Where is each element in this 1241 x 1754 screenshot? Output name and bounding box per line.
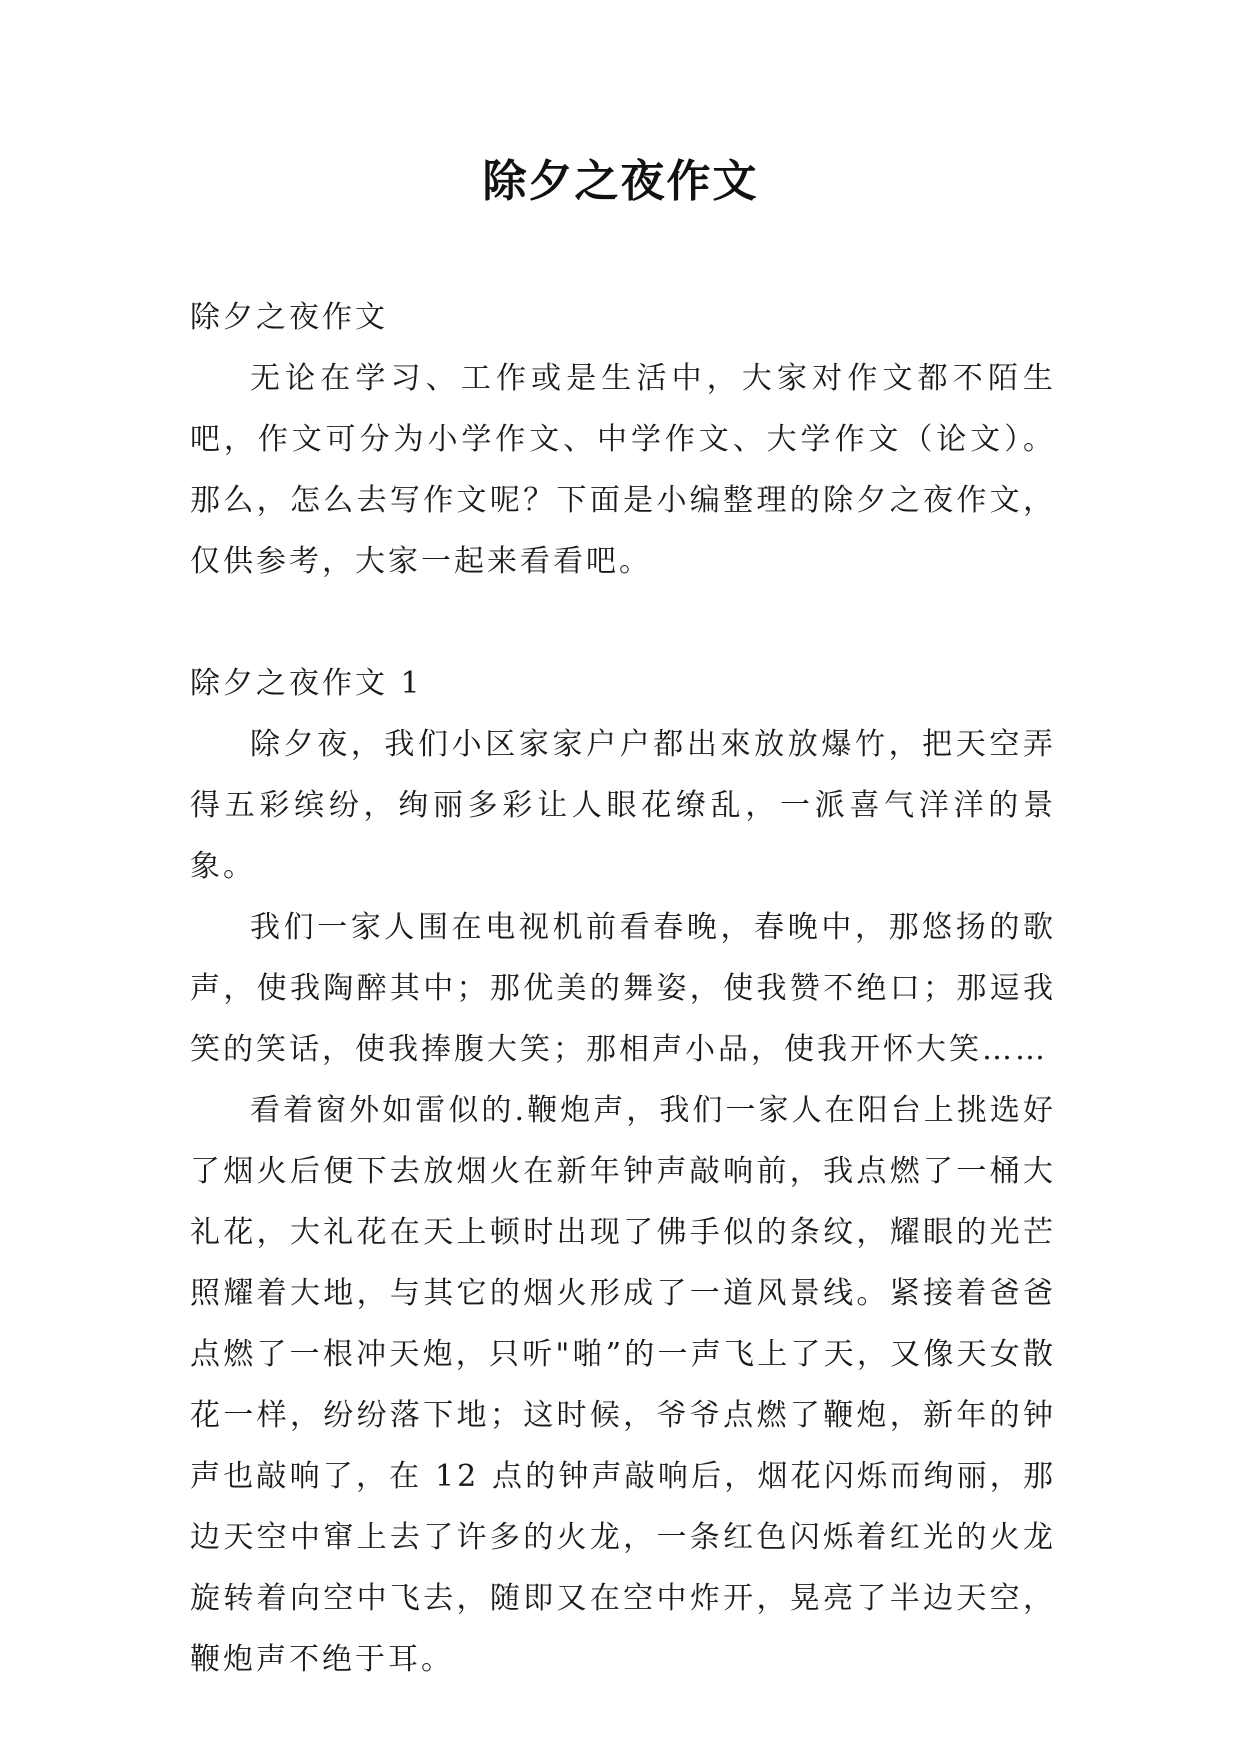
section-spacer	[190, 592, 1056, 653]
body-paragraph: 看着窗外如雷似的.鞭炮声，我们一家人在阳台上挑选好了烟火后便下去放烟火在新年钟声敲响前，我点燃了一桶大礼花，大礼花在天上顿时出现了佛手似的条纹，耀眼的光芒照耀着大地，与其它的烟火形成了一道风景线。紧接着爸爸点燃了一根冲天炮，只听"啪”的一声飞上了天，又像天女散花一样，纷纷落下地；这时候，爷爷点燃了鞭炮，新年的钟声也敲响了，在 12 点的钟声敲响后，烟花闪烁而绚丽，那边天空中窜上去了许多的火龙，一条红色闪烁着红光的火龙旋转着向空中飞去，随即又在空中炸开，晃亮了半边天空，鞭炮声不绝于耳。	[190, 1093, 1056, 1677]
document-body	[190, 287, 1056, 1690]
body-paragraph: 除夕夜，我们小区家家户户都出來放放爆竹，把天空弄得五彩缤纷，绚丽多彩让人眼花缭乱，一派喜气洋洋的景象。	[190, 727, 1056, 884]
document-title: 除夕之夜作文	[482, 156, 759, 207]
intro-paragraph: 无论在学习、工作或是生活中，大家对作文都不陌生吧，作文可分为小学作文、中学作文、大学作文（论文）。那么，怎么去写作文呢？下面是小编整理的除夕之夜作文，仅供参考，大家一起来看看吧。	[190, 361, 1056, 579]
section-heading: 除夕之夜作文 1	[190, 666, 423, 701]
body-paragraph: 我们一家人围在电视机前看春晚，春晚中，那悠扬的歌声，使我陶醉其中；那优美的舞姿，使我赞不绝口；那逗我笑的笑话，使我捧腹大笑；那相声小品，使我开怀大笑……	[190, 910, 1056, 1067]
intro-heading: 除夕之夜作文	[190, 300, 388, 335]
